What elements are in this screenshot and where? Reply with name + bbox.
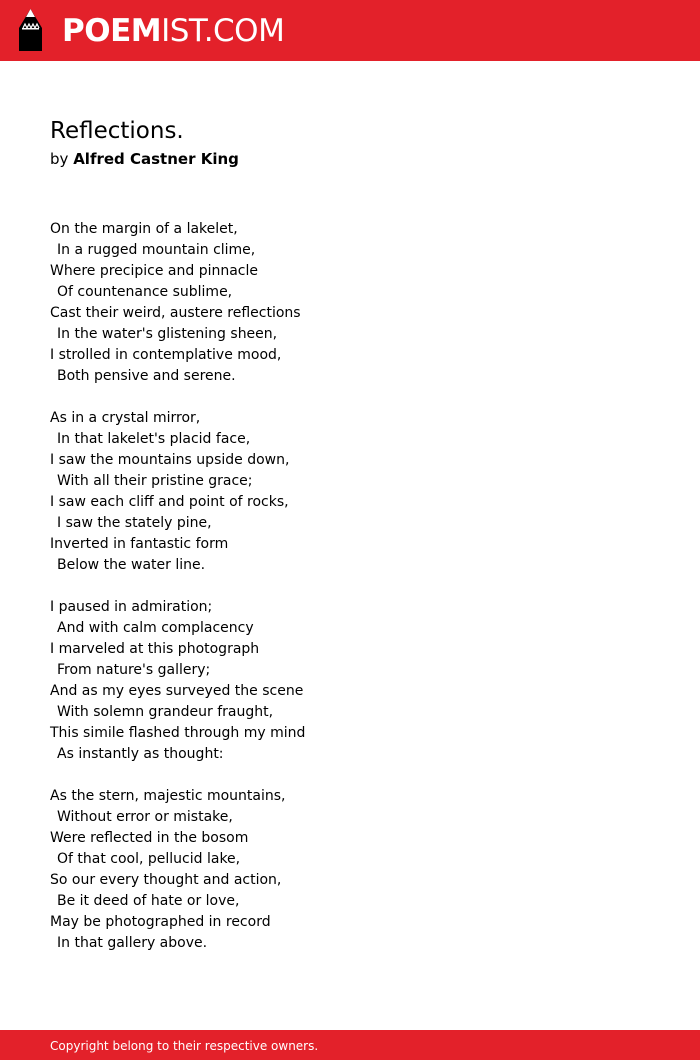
stanza bbox=[50, 219, 650, 387]
poem-line: Were reflected in the bosom bbox=[50, 830, 249, 846]
poem-line: I saw the mountains upside down, bbox=[50, 452, 290, 468]
stanza bbox=[50, 408, 650, 576]
poem-line: Cast their weird, austere reflections bbox=[50, 305, 301, 321]
poem-line: And with calm complacency bbox=[57, 620, 254, 636]
poem-line: I paused in admiration; bbox=[50, 599, 213, 615]
site-header bbox=[0, 0, 700, 61]
poem-line: As in a crystal mirror, bbox=[50, 410, 201, 426]
by-label: by bbox=[50, 150, 69, 168]
poem-line: I saw the stately pine, bbox=[57, 515, 212, 531]
poem-line: I marveled at this photograph bbox=[50, 641, 260, 657]
poem-line: I saw each cliff and point of rocks, bbox=[50, 494, 289, 510]
poem-line: On the margin of a lakelet, bbox=[50, 221, 238, 237]
poem-line: Where precipice and pinnacle bbox=[50, 263, 259, 279]
poem-line: I strolled in contemplative mood, bbox=[50, 347, 282, 363]
poem-line: Of that cool, pellucid lake, bbox=[57, 851, 241, 867]
poem-line: With solemn grandeur fraught, bbox=[57, 704, 274, 720]
poem-line: Below the water line. bbox=[57, 557, 206, 573]
brand-bold: POEM bbox=[62, 13, 162, 49]
poem-line: So our every thought and action, bbox=[50, 872, 282, 888]
poem-line: Both pensive and serene. bbox=[57, 368, 236, 384]
poem-line: From nature's gallery; bbox=[57, 662, 211, 678]
site-footer bbox=[0, 1030, 700, 1060]
poem-line: Without error or mistake, bbox=[57, 809, 233, 825]
copyright-notice: Copyright belong to their respective owners. bbox=[50, 1039, 319, 1053]
stanza bbox=[50, 786, 650, 954]
brand-light: IST.COM bbox=[161, 13, 285, 49]
poem-line: Of countenance sublime, bbox=[57, 284, 233, 300]
poem-line: And as my eyes surveyed the scene bbox=[50, 683, 304, 699]
poem-line: As the stern, majestic mountains, bbox=[50, 788, 286, 804]
poem-line: With all their pristine grace; bbox=[57, 473, 253, 489]
poem-body bbox=[50, 219, 650, 975]
poem-line: Be it deed of hate or love, bbox=[57, 893, 240, 909]
poem-line: In that gallery above. bbox=[57, 935, 208, 951]
site-logo[interactable] bbox=[62, 12, 284, 50]
stanza bbox=[50, 597, 650, 765]
poem-line: In the water's glistening sheen, bbox=[57, 326, 278, 342]
author-name: Alfred Castner King bbox=[73, 150, 239, 168]
poem-title: Reflections. bbox=[50, 118, 184, 144]
poem-line: In that lakelet's placid face, bbox=[57, 431, 251, 447]
poem-line: In a rugged mountain clime, bbox=[57, 242, 256, 258]
poem-line: May be photographed in record bbox=[50, 914, 271, 930]
poem-line: Inverted in fantastic form bbox=[50, 536, 229, 552]
pencil-icon[interactable] bbox=[17, 8, 44, 56]
poem-line: As instantly as thought: bbox=[57, 746, 224, 762]
poem-line: This simile flashed through my mind bbox=[50, 725, 306, 741]
byline bbox=[50, 149, 239, 169]
